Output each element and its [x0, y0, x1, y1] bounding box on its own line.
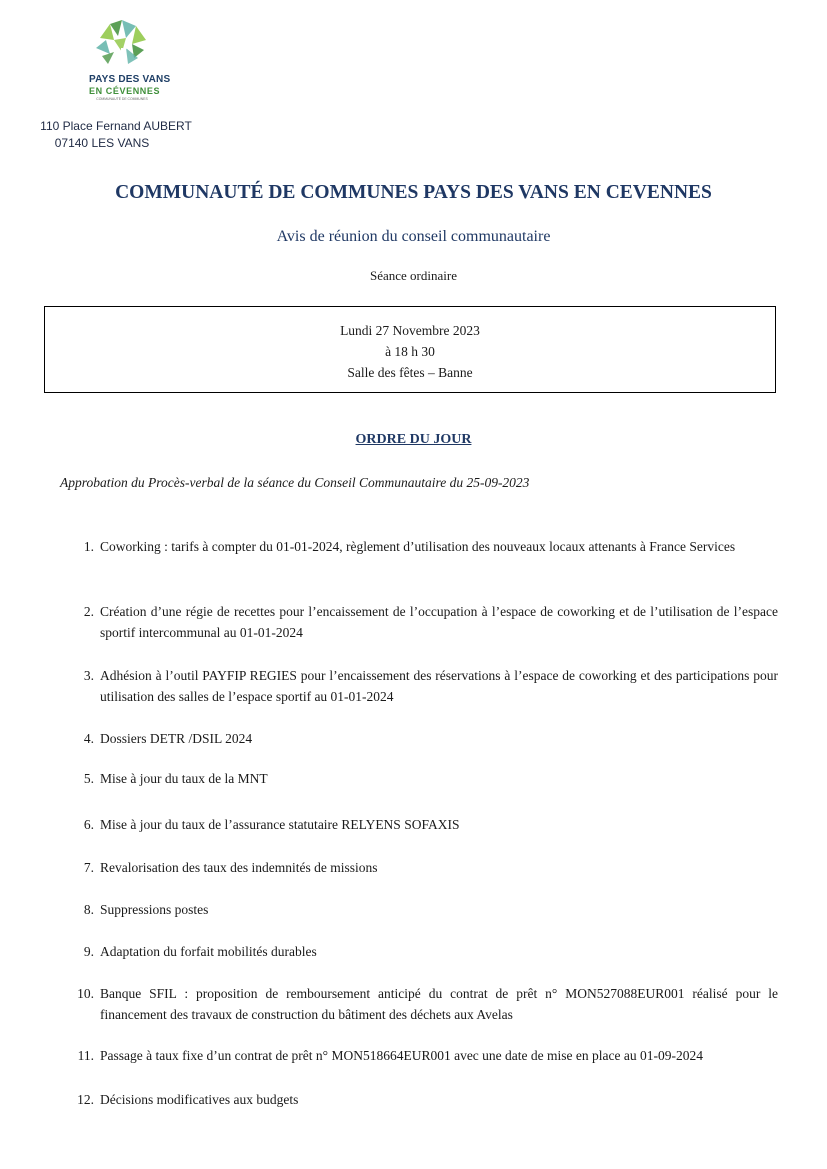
agenda-item-text: Coworking : tarifs à compter du 01-01-2024, règlement d’utilisation des nouveaux locaux attenants à France Services	[100, 539, 736, 554]
agenda-item-text: Mise à jour du taux de la MNT	[100, 771, 268, 786]
page-subtitle: Avis de réunion du conseil communautaire	[276, 228, 551, 245]
agenda-item-text: Passage à taux fixe d’un contrat de prêt n° MON518664EUR001 avec une date de mise en place au 01-09-2024	[100, 1048, 703, 1063]
agenda-item-number: 6.	[83, 817, 94, 832]
logo-text-main: PAYS DES VANS	[89, 74, 171, 85]
meeting-time: à 18 h 30	[385, 344, 435, 359]
address-street: 110 Place Fernand AUBERT	[40, 119, 192, 133]
agenda-item-number: 12.	[77, 1092, 94, 1107]
logo	[84, 18, 171, 106]
page-title: COMMUNAUTÉ DE COMMUNES PAYS DES VANS EN CEVENNES	[115, 182, 712, 203]
agenda-item-text: Banque SFIL : proposition de remboursement anticipé du contrat de prêt n° MON527088EUR001 réalisé pour le financement des travaux de construction du bâtiment des déchets aux Avelas	[100, 986, 778, 1022]
agenda-heading: ORDRE DU JOUR	[355, 432, 472, 447]
agenda-item-number: 11.	[77, 1048, 94, 1063]
address-city: 07140 LES VANS	[54, 136, 150, 150]
agenda-item-text: Mise à jour du taux de l’assurance statutaire RELYENS SOFAXIS	[100, 817, 460, 832]
agenda-item-number: 1.	[83, 539, 94, 554]
agenda-approval: Approbation du Procès-verbal de la séance du Conseil Communautaire du 25-09-2023	[60, 475, 530, 490]
meeting-place: Salle des fêtes – Banne	[347, 365, 473, 380]
agenda-item-number: 2.	[83, 604, 94, 619]
meeting-date: Lundi 27 Novembre 2023	[340, 323, 480, 338]
agenda-item-text: Suppressions postes	[100, 902, 209, 917]
agenda-item-text: Dossiers DETR /DSIL 2024	[100, 731, 253, 746]
agenda-item-text: Adhésion à l’outil PAYFIP REGIES pour l’encaissement des réservations à l’espace de coworking et des participations pour utilisation des salles de l’espace sportif au 01-01-2024	[100, 668, 778, 704]
agenda-item-text: Revalorisation des taux des indemnités de missions	[100, 860, 378, 875]
agenda-item-text: Création d’une régie de recettes pour l’encaissement de l’occupation à l’espace de coworking et de l’utilisation de l’espace sportif intercommunal au 01-01-2024	[100, 604, 778, 640]
agenda-item-number: 7.	[83, 860, 94, 875]
meeting-info-box	[44, 306, 776, 393]
agenda-item-number: 9.	[83, 944, 94, 959]
agenda-item-text: Décisions modificatives aux budgets	[100, 1092, 299, 1107]
logo-text-sub: EN CÉVENNES	[89, 86, 161, 96]
logo-text-tagline: COMMUNAUTÉ DE COMMUNES	[96, 97, 148, 101]
agenda-item-number: 10.	[77, 986, 94, 1001]
agenda-item-number: 8.	[83, 902, 94, 917]
agenda-item-text: Adaptation du forfait mobilités durables	[100, 944, 317, 959]
tree-leaves-icon	[92, 18, 152, 70]
agenda-item-number: 5.	[83, 771, 94, 786]
agenda-item-number: 3.	[83, 668, 94, 683]
agenda-item-number: 4.	[83, 731, 94, 746]
session-type: Séance ordinaire	[370, 268, 457, 283]
